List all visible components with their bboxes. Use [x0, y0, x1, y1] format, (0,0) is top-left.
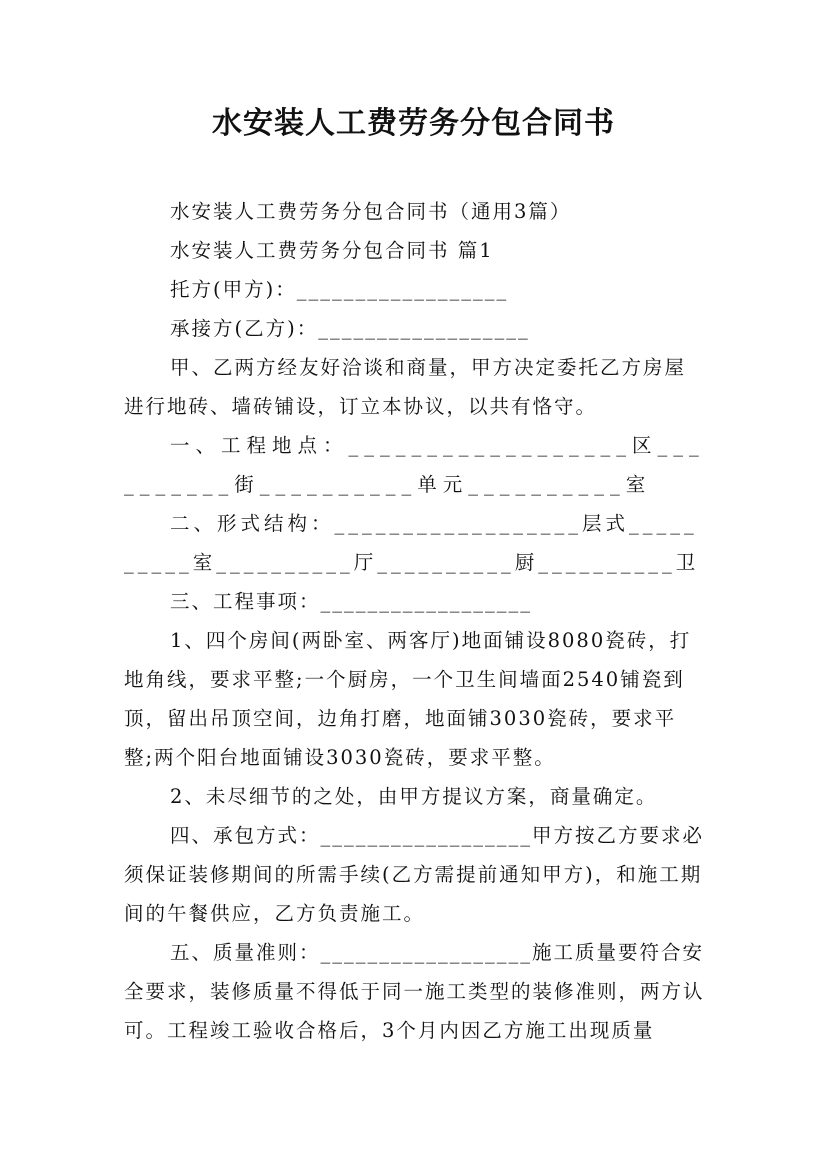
intro-paragraph: 甲、乙两方经友好洽谈和商量，甲方决定委托乙方房屋进行地砖、墙砖铺设，订立本协议，以共有恪守。: [124, 356, 687, 418]
project-location-paragraph: 一、工程地点：__________________区__________街__________单元__________室: [124, 434, 705, 496]
party-a-line: 托方(甲方)：__________________: [170, 278, 509, 301]
party-b-line: 承接方(乙方)：__________________: [170, 317, 530, 340]
document-body: [124, 192, 706, 1050]
project-items-paragraph: 三、工程事项：__________________: [170, 590, 533, 613]
item-1-paragraph: 1、四个房间(两卧室、两客厅)地面铺设8080瓷砖，打地角线，要求平整;一个厨房，一个卫生间墙面2540铺瓷到顶，留出吊顶空间，边角打磨，地面铺3030瓷砖，要求平整;两个阳台地面铺设3030瓷砖，要求平整。: [124, 629, 692, 769]
quality-standard-paragraph: 五、质量准则：__________________施工质量要符合安全要求，装修质量不得低于同一施工类型的装修准则，两方认可。工程竣工验收合格后，3个月内因乙方施工出现质量: [124, 941, 705, 1042]
item-2-paragraph: 2、未尽细节的之处，由甲方提议方案，商量确定。: [170, 785, 658, 808]
document-title: 水安装人工费劳务分包合同书: [212, 106, 615, 141]
subtitle-paragraph: 水安装人工费劳务分包合同书（通用3篇）: [170, 200, 572, 223]
contract-method-paragraph: 四、承包方式：__________________甲方按乙方要求必须保证装修期间的所需手续(乙方需提前通知甲方)，和施工期间的午餐供应，乙方负责施工。: [124, 824, 705, 925]
section-heading-paragraph: 水安装人工费劳务分包合同书 篇1: [170, 239, 494, 262]
structure-form-paragraph: 二、形式结构：__________________层式__________室__________厅__________厨__________卫: [124, 512, 700, 574]
